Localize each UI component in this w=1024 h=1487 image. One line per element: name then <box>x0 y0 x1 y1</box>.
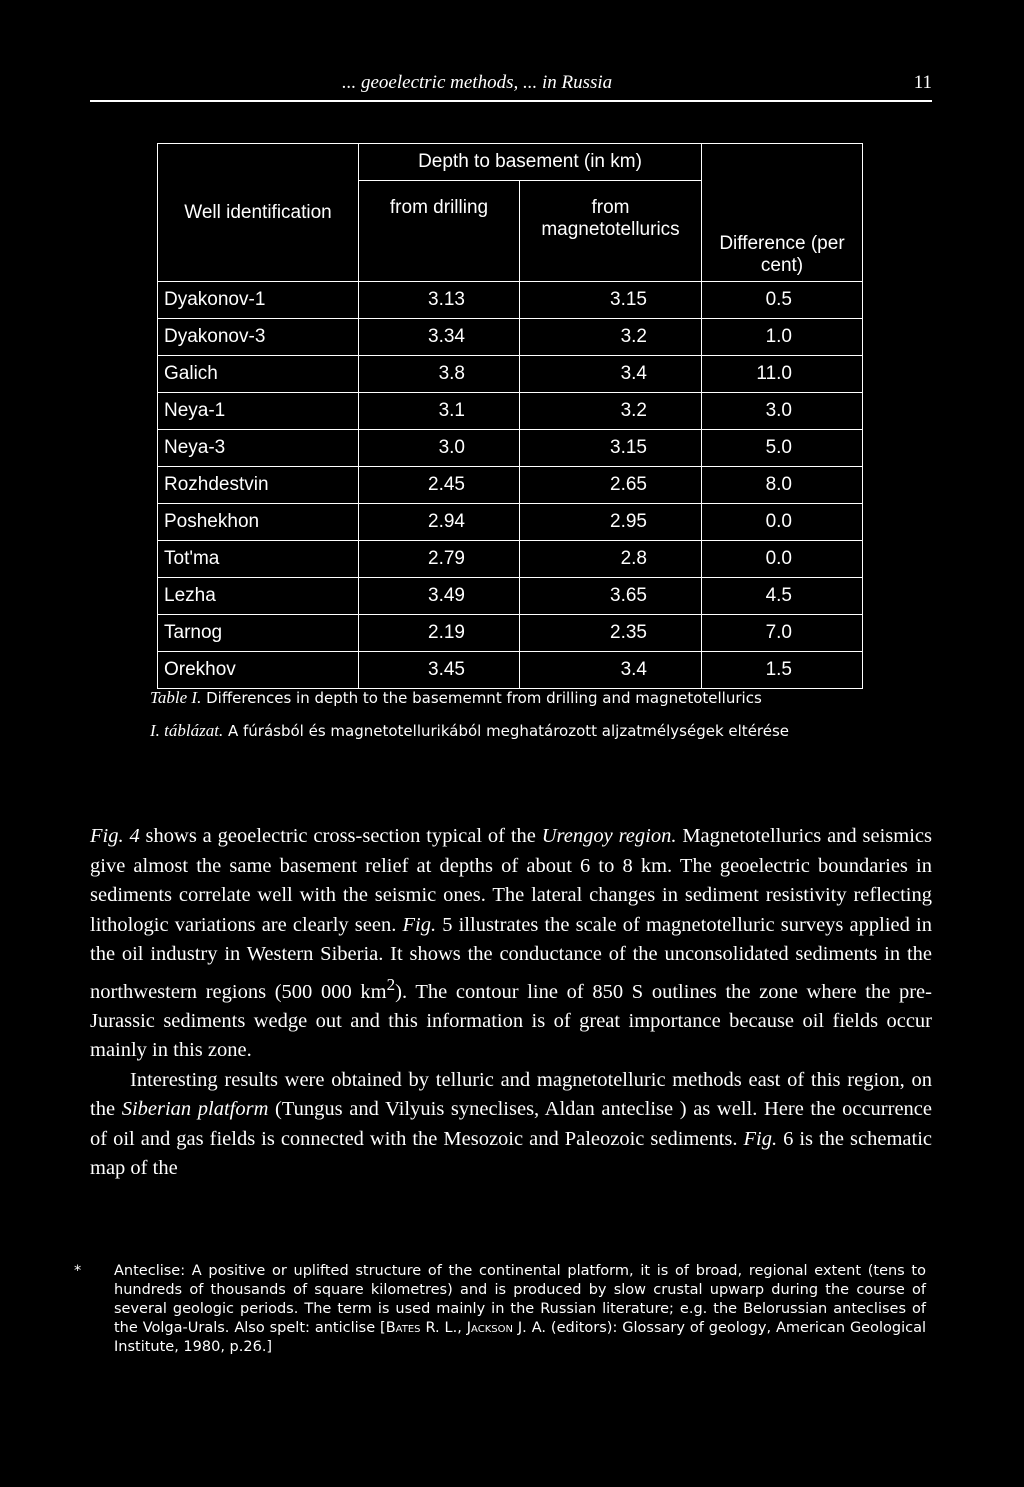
cell-mt-depth: 3.65 <box>520 578 702 615</box>
cell-mt-depth: 3.15 <box>520 430 702 467</box>
cell-well-name: Rozhdestvin <box>158 467 359 504</box>
cell-mt-depth: 2.95 <box>520 504 702 541</box>
text-run: (Tungus and Vilyuis syneclises, Aldan anteclise ) as well. Here the occurrence of oil and gas fields is connected with the Mesozoic and Paleozoic sediments. <box>90 1098 933 1150</box>
cell-difference: 0.5 <box>702 282 863 319</box>
footnote-marker: * <box>74 1263 82 1279</box>
caption-label-en: Table I. <box>150 688 202 707</box>
cell-drilling-depth: 2.94 <box>359 504 520 541</box>
table-row <box>158 578 863 615</box>
paragraph-1 <box>90 822 932 1066</box>
table-body <box>158 282 863 689</box>
text-run: shows a geoelectric cross-section typical of the <box>139 825 542 847</box>
table-row <box>158 504 863 541</box>
fig6-reference: Fig. <box>743 1127 778 1150</box>
caption-text-en: Differences in depth to the basememnt from drilling and magnetotellurics <box>206 689 762 707</box>
page-number: 11 <box>913 72 932 93</box>
header-from-magnetotellurics: from magnetotellurics <box>520 181 702 282</box>
depth-comparison-table <box>157 143 863 689</box>
cell-mt-depth: 3.4 <box>520 356 702 393</box>
table-row <box>158 615 863 652</box>
cell-mt-depth: 3.2 <box>520 319 702 356</box>
siberian-platform: Siberian platform <box>121 1098 269 1121</box>
urengoy-region: Urengoy region. <box>541 825 677 847</box>
cell-difference: 0.0 <box>702 541 863 578</box>
cell-difference: 4.5 <box>702 578 863 615</box>
cell-difference: 8.0 <box>702 467 863 504</box>
cell-difference: 1.0 <box>702 319 863 356</box>
running-header <box>90 72 932 102</box>
text-run: Interesting results were obtained by telluric and magnetotelluric methods east of this region, on the <box>90 1068 932 1121</box>
header-depth-group: Depth to basement (in km) <box>359 144 702 181</box>
cell-mt-depth: 3.15 <box>520 282 702 319</box>
table-caption-en <box>150 688 910 708</box>
table-row <box>158 393 863 430</box>
cell-drilling-depth: 3.0 <box>359 430 520 467</box>
header-from-drilling: from drilling <box>359 181 520 282</box>
cell-drilling-depth: 2.19 <box>359 615 520 652</box>
table-caption-hu <box>150 721 910 741</box>
cell-well-name: Neya-1 <box>158 393 359 430</box>
cell-well-name: Tarnog <box>158 615 359 652</box>
table-row <box>158 652 863 689</box>
superscript: 2 <box>386 974 396 994</box>
cell-mt-depth: 2.35 <box>520 615 702 652</box>
caption-text-hu: A fúrásból és magnetotellurikából meghatározott aljzatmélységek eltérése <box>227 722 790 740</box>
running-title: ... geoelectric methods, ... in Russia <box>342 72 613 93</box>
table-row <box>158 319 863 356</box>
cell-mt-depth: 3.4 <box>520 652 702 689</box>
text-run: J. A. (editors): Glossary of geology, American Geological Institute, 1980, p.26.] <box>114 1320 926 1355</box>
cell-drilling-depth: 3.13 <box>359 282 520 319</box>
table-row <box>158 282 863 319</box>
cell-mt-depth: 2.8 <box>520 541 702 578</box>
cell-well-name: Galich <box>158 356 359 393</box>
author-bates: Bates <box>385 1320 421 1336</box>
text-run: ). The contour line of 850 S outlines the zone where the pre-Jurassic sediments wedge out and this information is of great importance because oil fields occur mainly in this zone. <box>90 980 932 1062</box>
cell-drilling-depth: 3.8 <box>359 356 520 393</box>
author-jackson: Jackson <box>466 1320 513 1336</box>
cell-difference: 11.0 <box>702 356 863 393</box>
text-run: 6 is the schematic map of the <box>90 1127 932 1180</box>
cell-difference: 5.0 <box>702 430 863 467</box>
cell-difference: 1.5 <box>702 652 863 689</box>
table-row <box>158 430 863 467</box>
fig4-reference: Fig. 4 <box>90 825 140 847</box>
cell-mt-depth: 3.2 <box>520 393 702 430</box>
cell-well-name: Lezha <box>158 578 359 615</box>
table-row <box>158 356 863 393</box>
cell-difference: 0.0 <box>702 504 863 541</box>
cell-difference: 7.0 <box>702 615 863 652</box>
caption-label-hu: I. táblázat. <box>150 721 224 740</box>
cell-well-name: Poshekhon <box>158 504 359 541</box>
body-text <box>90 822 932 1184</box>
cell-drilling-depth: 2.45 <box>359 467 520 504</box>
cell-drilling-depth: 3.1 <box>359 393 520 430</box>
header-difference: Difference (per cent) <box>702 144 863 282</box>
cell-difference: 3.0 <box>702 393 863 430</box>
cell-drilling-depth: 2.79 <box>359 541 520 578</box>
cell-well-name: Orekhov <box>158 652 359 689</box>
cell-mt-depth: 2.65 <box>520 467 702 504</box>
cell-well-name: Dyakonov-3 <box>158 319 359 356</box>
table-row <box>158 541 863 578</box>
paragraph-2 <box>90 1066 932 1184</box>
cell-drilling-depth: 3.45 <box>359 652 520 689</box>
text-run: Magnetotellurics and seismics give almost the same basement relief at depths of about 6 to 8 km. The geoelectric boundaries in sediments correlate well with the seismic ones. The lateral changes in sediment resistivity reflecting lithologic variations are clearly seen. <box>90 825 933 936</box>
footnote <box>74 1262 926 1357</box>
cell-well-name: Tot'ma <box>158 541 359 578</box>
table-row <box>158 467 863 504</box>
fig5-reference: Fig. <box>402 913 437 936</box>
header-well-identification: Well identification <box>158 144 359 282</box>
cell-drilling-depth: 3.34 <box>359 319 520 356</box>
cell-drilling-depth: 3.49 <box>359 578 520 615</box>
cell-well-name: Dyakonov-1 <box>158 282 359 319</box>
text-run: 5 illustrates the scale of magnetotelluric surveys applied in the oil industry in Western Siberia. It shows the conductance of the unconsolidated sediments in the northwestern regions (500 000 km <box>90 913 932 1003</box>
footnote-text <box>114 1262 926 1357</box>
cell-well-name: Neya-3 <box>158 430 359 467</box>
text-run: R. L., <box>420 1320 467 1336</box>
text-run: Anteclise: A positive or uplifted structure of the continental platform, it is of broad, regional extent (tens to hundreds of thousands of square kilometres) and is produced by slow crustal upwarp during the course of several geologic periods. The term is used mainly in the Russian literature; e.g. the Belorussian anteclises of the Volga-Urals. Also spelt: anticlise [ <box>114 1263 926 1336</box>
